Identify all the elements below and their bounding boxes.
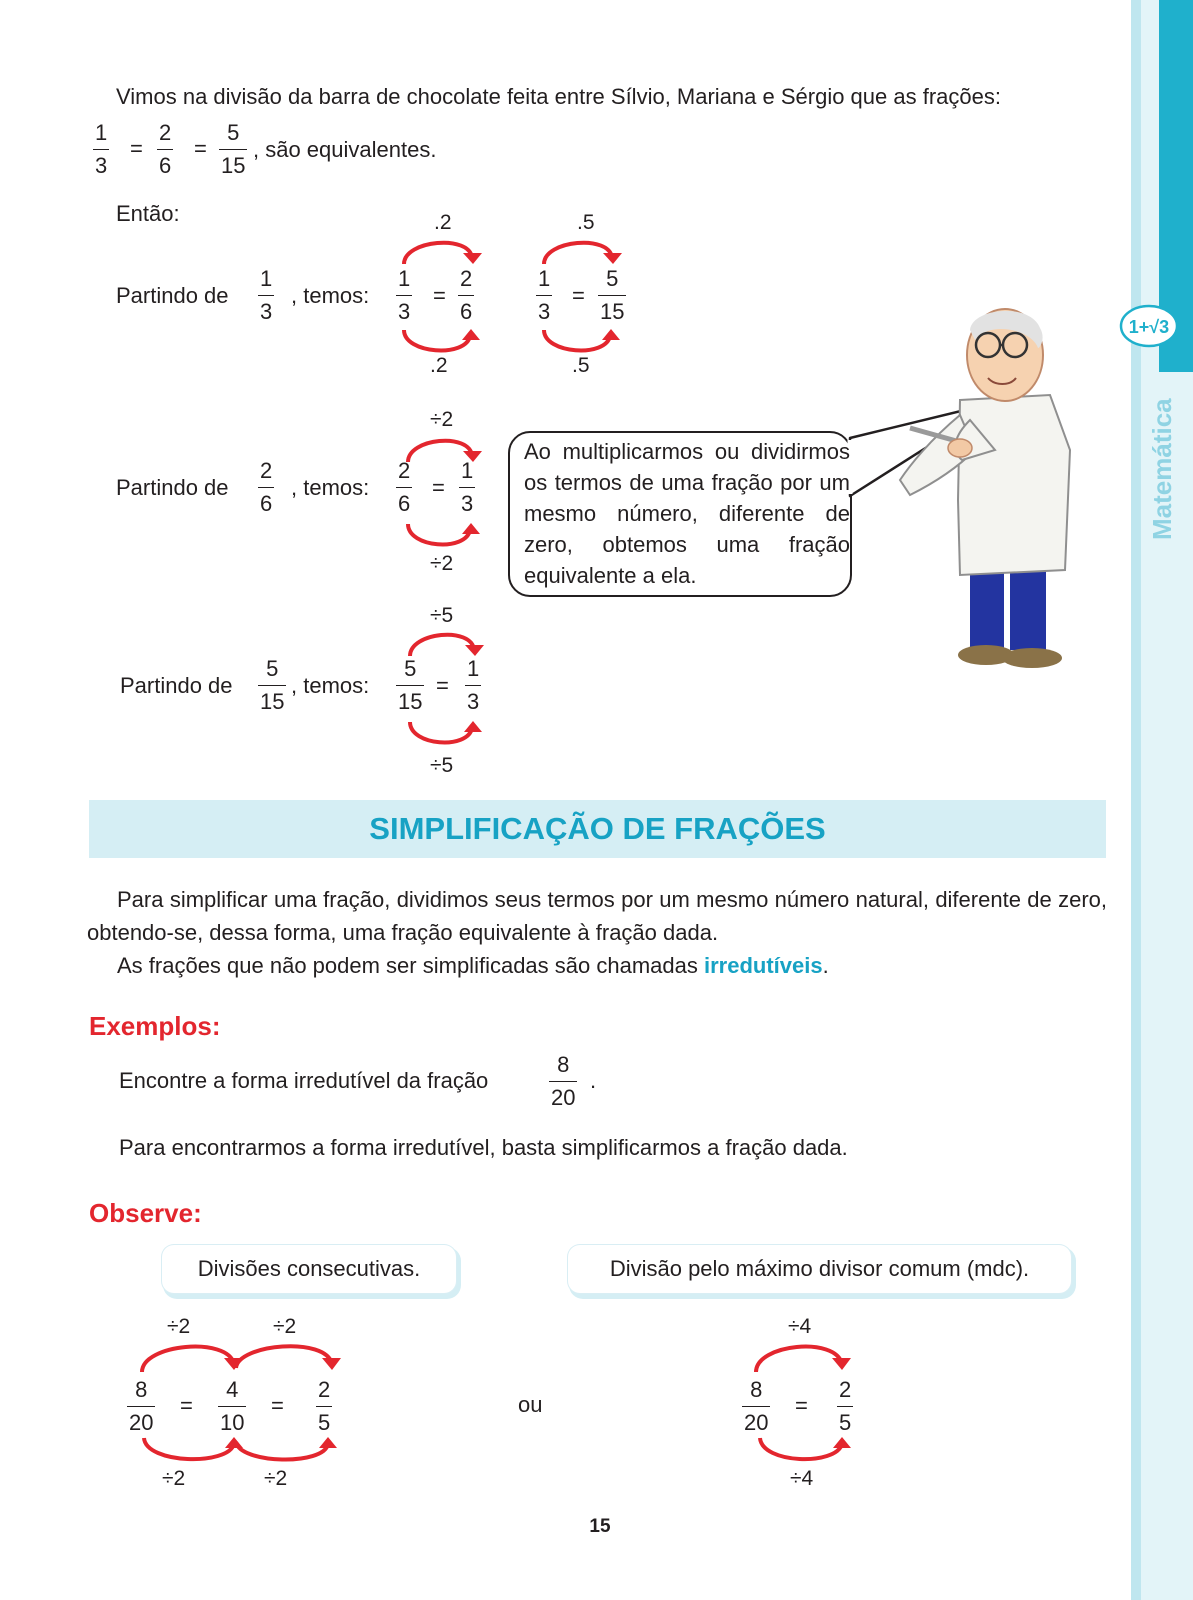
equals-sign: = xyxy=(795,1393,808,1418)
operator-label: ÷4 xyxy=(790,1467,814,1490)
subject-text: Matemática xyxy=(1147,398,1177,540)
operator-label: .2 xyxy=(434,211,452,234)
intro-line: Vimos na divisão da barra de chocolate feita entre Sílvio, Mariana e Sérgio que as frações: xyxy=(116,84,1001,109)
equals-sign: = xyxy=(436,673,449,698)
fraction: 4 10 xyxy=(220,1377,245,1435)
fraction: 1 3 xyxy=(398,266,411,324)
fraction: 2 6 xyxy=(260,458,273,516)
fraction: 2 6 xyxy=(159,120,172,178)
operator-label: ÷2 xyxy=(162,1467,186,1490)
row-temos: , temos: xyxy=(291,673,370,698)
operator-label: ÷4 xyxy=(788,1315,812,1338)
fraction: 1 3 xyxy=(538,266,551,324)
section-banner xyxy=(89,800,1106,858)
top-arrow xyxy=(752,1340,862,1374)
fraction: 5 15 xyxy=(221,120,246,178)
equals-sign: = xyxy=(271,1393,284,1418)
fraction: 2 5 xyxy=(839,1377,852,1435)
paragraph xyxy=(117,949,829,982)
math-logo-icon xyxy=(1117,300,1179,352)
row-label: Partindo de xyxy=(116,475,229,500)
equals-sign: = xyxy=(432,475,445,500)
operator-label: .2 xyxy=(430,354,448,377)
bottom-arrow xyxy=(756,1436,866,1466)
equals-sign: = xyxy=(194,136,207,161)
method-label-consecutive: Divisões consecutivas. xyxy=(162,1245,456,1293)
method-label-mdc: Divisão pelo máximo divisor comum (mdc). xyxy=(568,1245,1071,1293)
entao-label: Então: xyxy=(116,201,180,226)
fraction: 1 3 xyxy=(95,120,108,178)
highlight-term: irredutíveis xyxy=(703,953,823,978)
operator-label: ÷2 xyxy=(273,1315,297,1338)
paragraph-text: . xyxy=(822,953,829,978)
observe-heading: Observe: xyxy=(89,1198,202,1228)
intro-suffix: , são equivalentes. xyxy=(253,137,437,162)
equals-sign: = xyxy=(433,283,446,308)
top-arrow xyxy=(400,236,490,266)
exemplos-heading: Exemplos: xyxy=(89,1011,221,1041)
logo-text: 1+√3 xyxy=(1128,317,1170,337)
bottom-arrows xyxy=(140,1436,350,1466)
example-period: . xyxy=(590,1068,597,1093)
operator-label: ÷2 xyxy=(167,1315,191,1338)
fraction: 1 3 xyxy=(467,656,480,714)
example-line: Encontre a forma irredutível da fração xyxy=(119,1068,489,1093)
fraction: 5 15 xyxy=(398,656,423,714)
professor-illustration xyxy=(900,300,1105,685)
fraction: 1 3 xyxy=(260,266,273,324)
fraction: 1 3 xyxy=(461,458,474,516)
subject-sidebar xyxy=(1128,0,1193,1600)
equals-sign: = xyxy=(130,136,143,161)
fraction: 5 15 xyxy=(600,266,625,324)
fraction: 2 6 xyxy=(398,458,411,516)
page-number: 15 xyxy=(589,1516,611,1537)
fraction: 2 5 xyxy=(318,1377,331,1435)
section-title: SIMPLIFICAÇÃO DE FRAÇÕES xyxy=(369,811,826,846)
fraction: 8 20 xyxy=(129,1377,154,1435)
paragraph: Para simplificar uma fração, dividimos seus termos por um mesmo número natural, diferente de zero, obtendo-se, dessa forma, uma fração equivalente à fração dada. xyxy=(87,887,1107,945)
equals-sign: = xyxy=(572,283,585,308)
equals-sign: = xyxy=(180,1393,193,1418)
paragraph-text: As frações que não podem ser simplificadas são chamadas xyxy=(117,953,704,978)
top-arrows xyxy=(138,1340,348,1374)
operator-label: ÷2 xyxy=(430,408,454,431)
top-arrow xyxy=(406,628,496,658)
operator-label: ÷2 xyxy=(430,552,454,575)
bottom-arrow xyxy=(406,720,496,750)
example-line-2: Para encontrarmos a forma irredutível, basta simplificarmos a fração dada. xyxy=(119,1135,848,1160)
fraction: 5 15 xyxy=(260,656,285,714)
operator-label: ÷5 xyxy=(430,604,454,627)
row-label: Partindo de xyxy=(116,283,229,308)
top-arrow xyxy=(540,236,630,266)
top-arrow xyxy=(404,434,494,464)
fraction: 8 20 xyxy=(551,1052,576,1110)
bubble-text: Ao multiplicarmos ou dividirmos os termos de uma fração por um mesmo número, diferente de zero, obtemos uma fração equivalente a ela. xyxy=(524,439,850,588)
operator-label: ÷2 xyxy=(264,1467,288,1490)
operator-label: .5 xyxy=(577,211,595,234)
row-temos: , temos: xyxy=(291,283,370,308)
operator-label: .5 xyxy=(572,354,590,377)
fraction: 8 20 xyxy=(744,1377,769,1435)
row-temos: , temos: xyxy=(291,475,370,500)
bottom-arrow xyxy=(404,522,494,552)
row-label: Partindo de xyxy=(120,673,233,698)
operator-label: ÷5 xyxy=(430,754,454,777)
fraction: 2 6 xyxy=(460,266,473,324)
or-label: ou xyxy=(518,1392,543,1417)
subject-label xyxy=(1137,380,1185,540)
